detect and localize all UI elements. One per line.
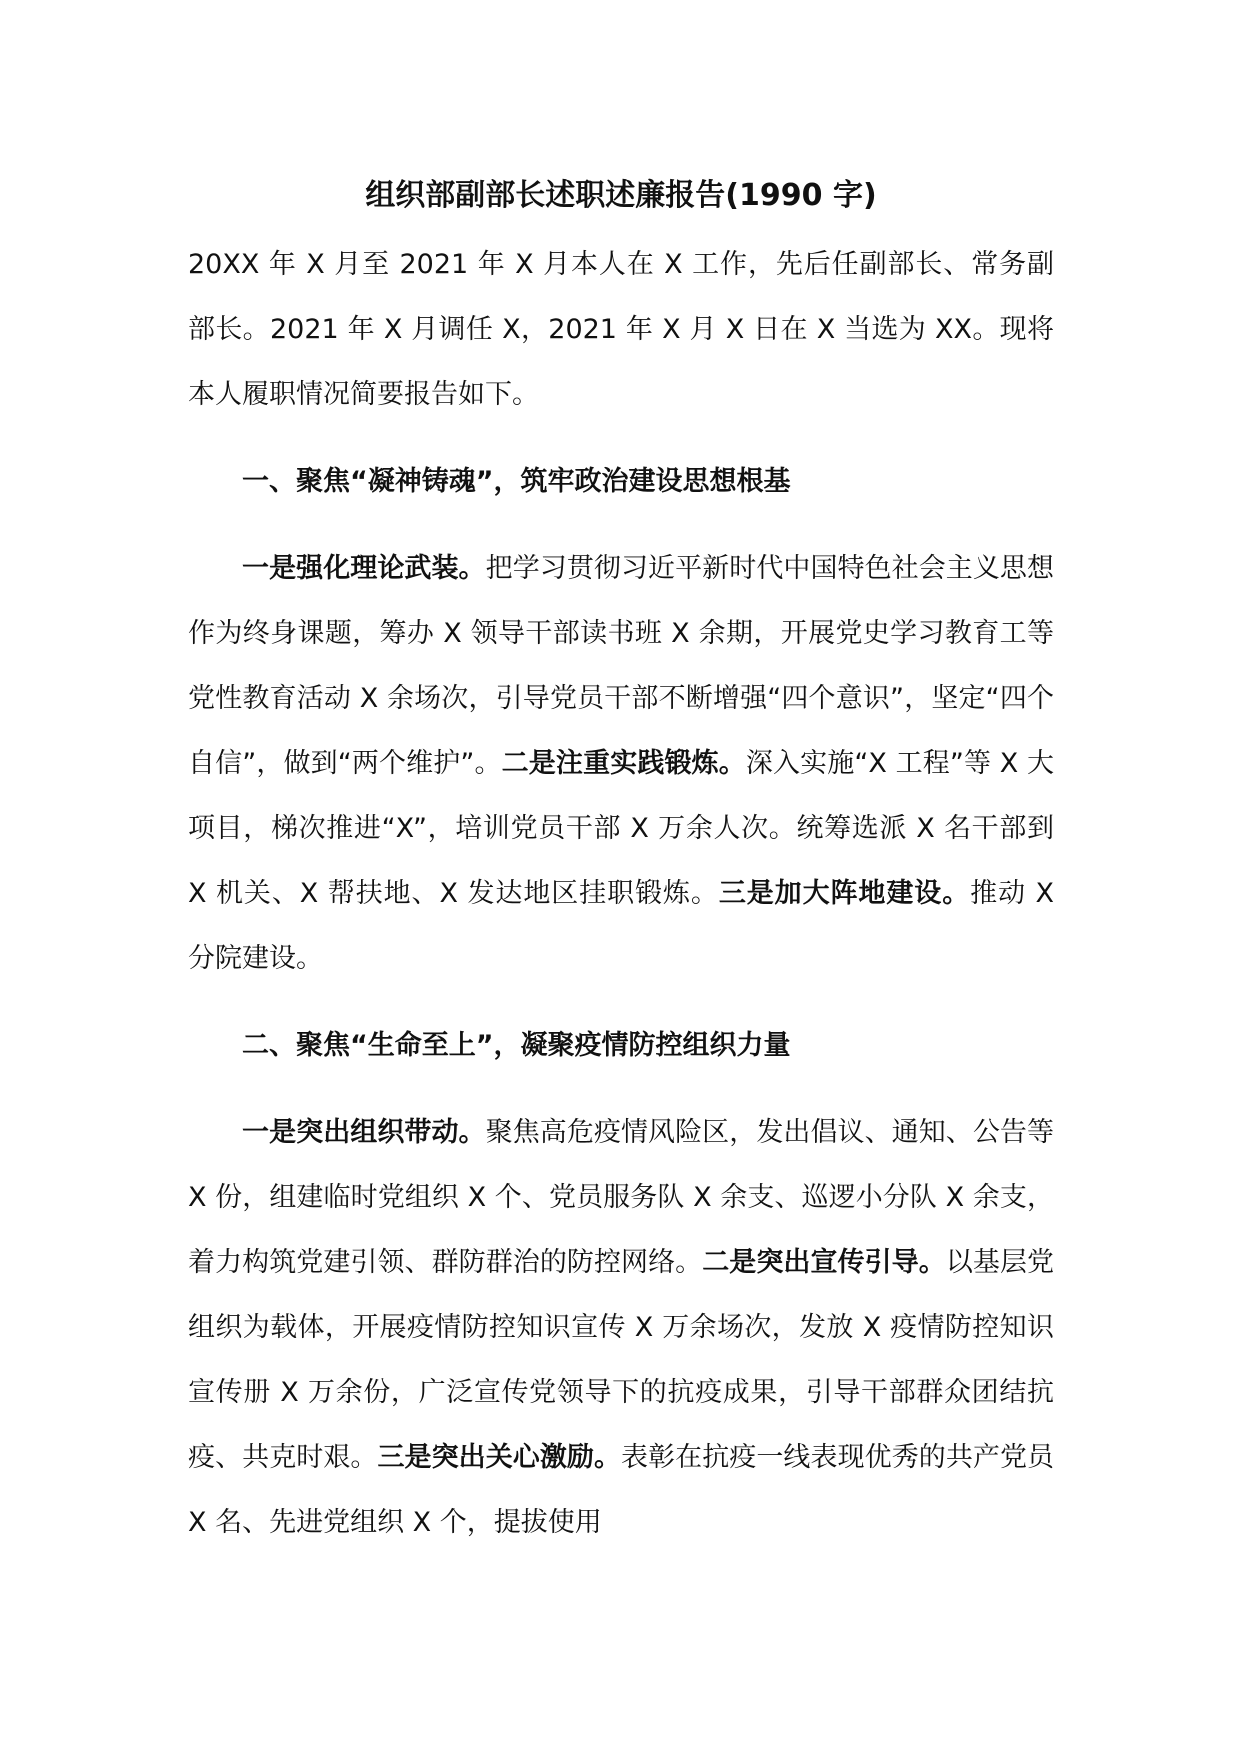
document-body xyxy=(188,172,1054,1555)
page-title: 组织部副部长述职述廉报告(1990 字) xyxy=(365,178,877,213)
point-label: 一是突出组织带动。 xyxy=(242,1117,486,1148)
point-label: 二是突出宣传引导。 xyxy=(702,1247,946,1278)
point-label: 二是注重实践锻炼。 xyxy=(501,748,746,779)
point-text: 深入实施“X 工程”等 X 大项目，梯次推进“X”，培训党员干部 X 万余人次。统筹选派 X 名干部到 X 机关、X 帮扶地、X 发达地区挂职锻炼。 xyxy=(188,748,1055,909)
section-heading-1: 一、聚焦“凝神铸魂”，筑牢政治建设思想根基 xyxy=(242,466,791,497)
section-heading-2: 二、聚焦“生命至上”，凝聚疫情防控组织力量 xyxy=(242,1030,791,1061)
point-text: 聚焦高危疫情风险区，发出倡议、通知、公告等 X 份，组建临时党组织 X 个、党员服务队 X 余支、巡逻小分队 X 余支，着力构筑党建引领、群防群治的防控网络。 xyxy=(188,1117,1055,1278)
point-text: 把学习贯彻习近平新时代中国特色社会主义思想作为终身课题，筹办 X 领导干部读书班 X 余期，开展党史学习教育工等党性教育活动 X 余场次，引导党员干部不断增强“四个意识”，坚定“四个自信”，做到“两个维护”。 xyxy=(188,553,1055,779)
intro-paragraph: 20XX 年 X 月至 2021 年 X 月本人在 X 工作，先后任副部长、常务副部长。2021 年 X 月调任 X，2021 年 X 月 X 日在 X 当选为 XX。现将本人履职情况简要报告如下。 xyxy=(188,249,1054,410)
point-text: 以基层党组织为载体，开展疫情防控知识宣传 X 万余场次，发放 X 疫情防控知识宣传册 X 万余份，广泛宣传党领导下的抗疫成果，引导干部群众团结抗疫、共克时艰。 xyxy=(188,1247,1055,1473)
point-text: 表彰在抗疫一线表现优秀的共产党员 X 名、先进党组织 X 个，提拔使用 xyxy=(188,1442,1055,1538)
section-1-body xyxy=(188,536,1054,991)
point-label: 三是加大阵地建设。 xyxy=(718,878,971,909)
section-2-body xyxy=(188,1100,1054,1555)
point-label: 三是突出关心激励。 xyxy=(377,1442,622,1473)
point-label: 一是强化理论武装。 xyxy=(242,553,486,584)
point-text: 推动 X 分院建设。 xyxy=(188,878,1054,974)
